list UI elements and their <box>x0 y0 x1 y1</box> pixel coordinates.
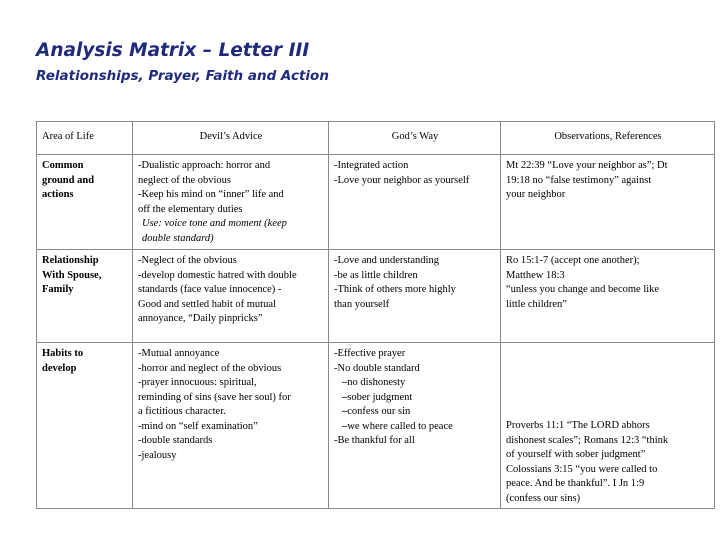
cell-line: peace. And be thankful”. I Jn 1:9 <box>506 478 645 489</box>
cell-line: ground and <box>42 174 95 186</box>
cell-line: -develop domestic hatred with double <box>138 269 297 281</box>
analysis-matrix-table <box>36 121 715 509</box>
cell-line: Ro 15:1-7 (accept one another); <box>506 255 640 266</box>
cell-line: off the elementary duties <box>138 203 243 215</box>
cell-observations <box>501 343 715 509</box>
sub-item <box>334 376 496 391</box>
cell-line: -mind on “self examination” <box>138 420 258 432</box>
cell-area <box>37 155 133 250</box>
cell-line: Matthew 18:3 <box>506 269 565 281</box>
cell-line: -Be thankful for all <box>334 435 415 446</box>
cell-line: -Dualistic approach: horror and <box>138 160 271 171</box>
cell-gods-way <box>329 343 501 509</box>
page-title: Analysis Matrix – Letter III <box>36 40 310 61</box>
cell-line: reminding of sins (save her soul) for <box>138 391 291 403</box>
cell-devils-advice <box>133 250 329 343</box>
usage-note: Use: voice tone and moment (keep <box>142 218 287 229</box>
dash-bullet-icon: – <box>342 406 348 417</box>
cell-line: -Mutual annoyance <box>138 348 220 359</box>
cell-line: annoyance, “Daily pinpricks” <box>138 313 263 324</box>
cell-line: -No double standard <box>334 362 420 374</box>
cell-line: standards (face value innocence) - <box>138 284 282 295</box>
sub-item-text: confess our sin <box>347 406 411 417</box>
header-observations: Observations, References <box>501 122 715 155</box>
cell-observations <box>501 250 715 343</box>
cell-line: Good and settled habit of mutual <box>138 298 276 310</box>
cell-line: -Integrated action <box>334 160 409 171</box>
cell-gods-way <box>329 155 501 250</box>
cell-line: 19:18 no “false testimony” against <box>506 174 652 186</box>
sub-item-text: we where called to peace <box>347 420 453 432</box>
cell-line: With Spouse, <box>42 269 102 281</box>
sub-item-text: sober judgment <box>347 391 413 403</box>
cell-line: Colossians 3:15 “you were called to <box>506 463 658 475</box>
cell-line: -prayer innocuous: spiritual, <box>138 377 257 388</box>
cell-line: -double standards <box>138 435 213 446</box>
cell-area <box>37 250 133 343</box>
cell-line: than yourself <box>334 298 390 310</box>
table-row <box>37 250 715 343</box>
header-area-of-life: Area of Life <box>37 122 133 155</box>
dash-bullet-icon: – <box>342 377 348 388</box>
cell-line: -Keep his mind on “inner” life and <box>138 189 284 200</box>
cell-observations <box>501 155 715 250</box>
cell-line: (confess our sins) <box>506 492 581 504</box>
table-row <box>37 155 715 250</box>
table-header-row <box>37 122 715 155</box>
cell-line: Family <box>42 284 74 295</box>
cell-line: -Effective prayer <box>334 348 406 359</box>
table-row <box>37 343 715 509</box>
header-gods-way: God’s Way <box>329 122 501 155</box>
cell-line: little children” <box>506 298 567 310</box>
cell-line: -Love and understanding <box>334 255 439 266</box>
cell-line: Mt 22:39 “Love your neighbor as”; Dt <box>506 160 668 171</box>
cell-line: -horror and neglect of the obvious <box>138 362 282 374</box>
cell-line: actions <box>42 189 74 200</box>
cell-line: Habits to <box>42 348 84 359</box>
header-devils-advice: Devil’s Advice <box>133 122 329 155</box>
sub-item <box>334 391 496 406</box>
sub-item-text: no dishonesty <box>347 377 406 388</box>
cell-devils-advice <box>133 343 329 509</box>
cell-line: a fictitious character. <box>138 406 226 417</box>
cell-line: -Neglect of the obvious <box>138 255 237 266</box>
cell-line: Proverbs 11:1 “The LORD abhors <box>506 420 650 431</box>
cell-area <box>37 343 133 509</box>
usage-note: double standard) <box>142 232 214 244</box>
cell-line: Common <box>42 160 84 171</box>
cell-line: -Love your neighbor as yourself <box>334 174 470 186</box>
dash-bullet-icon: – <box>342 420 348 432</box>
sub-item <box>334 405 496 420</box>
cell-line: Relationship <box>42 255 99 266</box>
cell-line: -Think of others more highly <box>334 284 456 295</box>
page-subtitle: Relationships, Prayer, Faith and Action <box>36 68 329 84</box>
sub-item <box>334 420 496 435</box>
cell-line: -be as little children <box>334 269 418 281</box>
cell-line: neglect of the obvious <box>138 174 232 186</box>
cell-line: develop <box>42 362 77 374</box>
cell-gods-way <box>329 250 501 343</box>
cell-line: “unless you change and become like <box>506 284 660 295</box>
cell-devils-advice <box>133 155 329 250</box>
dash-bullet-icon: – <box>342 391 348 403</box>
cell-line: dishonest scales”; Romans 12:3 “think <box>506 434 669 446</box>
cell-spacer <box>506 347 710 419</box>
cell-line: of yourself with sober judgment” <box>506 449 646 460</box>
cell-line: your neighbor <box>506 189 566 200</box>
cell-line: -jealousy <box>138 449 177 461</box>
